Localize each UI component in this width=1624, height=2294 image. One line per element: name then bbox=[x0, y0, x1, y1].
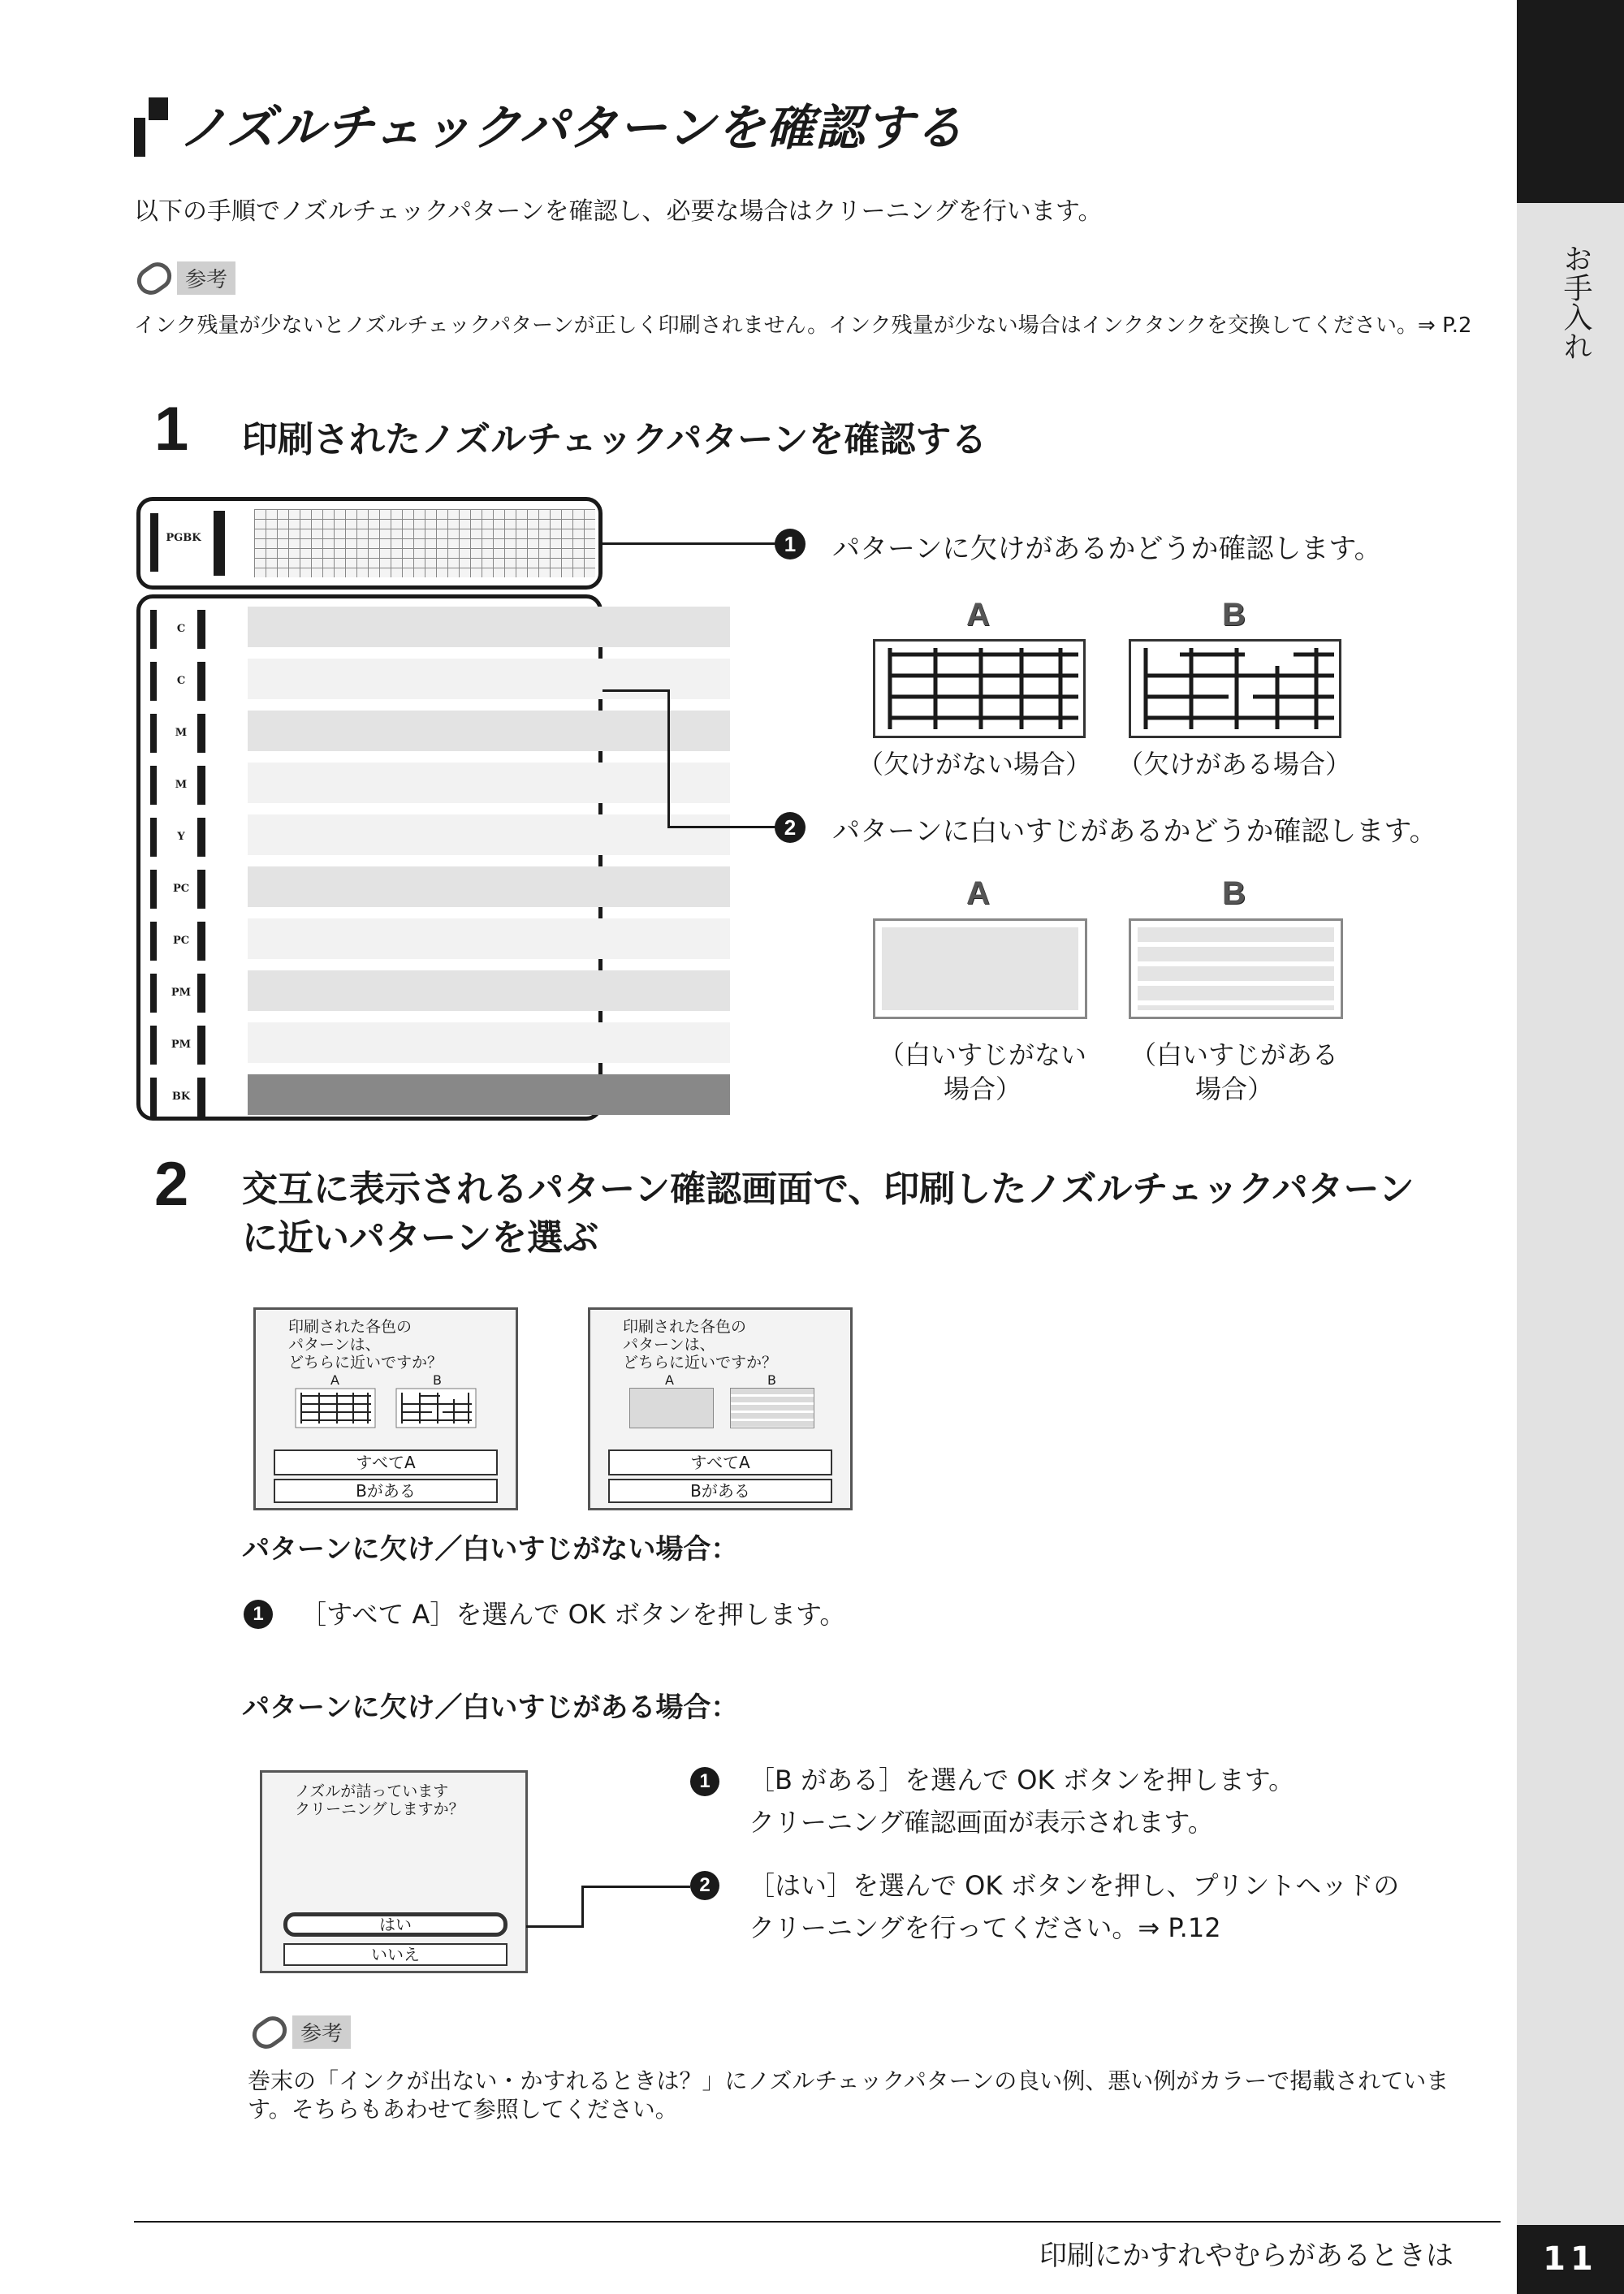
step-title: 印刷されたノズルチェックパターンを確認する bbox=[242, 419, 987, 460]
row-color-band bbox=[248, 1074, 730, 1115]
no-defect-heading: パターンに欠け／白いすじがない場合： bbox=[242, 1533, 739, 1566]
row-label: M bbox=[175, 727, 188, 739]
caption-no-gaps: （欠けがない場合） bbox=[857, 749, 1091, 780]
footer-section-title: 印刷にかすれやむらがあるときは bbox=[1039, 2240, 1453, 2272]
row-marker bbox=[150, 1026, 157, 1065]
page-number: 11 bbox=[1517, 2225, 1624, 2294]
footer-rule bbox=[134, 2221, 1501, 2223]
row-label: Y bbox=[177, 831, 185, 843]
number-badge: 1 bbox=[690, 1767, 719, 1796]
reference-note: 巻末の「インクが出ない・かすれるときは？」にノズルチェックパターンの良い例、悪い例がカラーで掲載されています。そちらもあわせて参照してください。 bbox=[248, 2067, 1449, 2123]
instruction-line: クリーニングを行ってください。⇒ P.12 bbox=[749, 1912, 1221, 1943]
b-exists-button[interactable]: Bがある bbox=[608, 1479, 832, 1503]
row-color-band bbox=[248, 866, 730, 907]
lcd-label-a: A bbox=[330, 1372, 339, 1388]
row-label: PM bbox=[171, 987, 192, 999]
check-item-text: パターンに欠けがあるかどうか確認します。 bbox=[832, 533, 1382, 565]
pgbk-label: PGBK bbox=[166, 532, 201, 544]
lcd-line: パターンは、 bbox=[623, 1336, 715, 1354]
lcd-sample-a bbox=[295, 1388, 376, 1428]
defect-heading: パターンに欠け／白いすじがある場合： bbox=[242, 1691, 739, 1724]
yes-button[interactable]: はい bbox=[283, 1912, 508, 1937]
step-number: 2 bbox=[154, 1150, 189, 1219]
row-color-band bbox=[248, 970, 730, 1011]
label-a: A bbox=[966, 875, 990, 911]
row-color-band bbox=[248, 814, 730, 855]
number-badge: 1 bbox=[775, 529, 806, 559]
paperclip-icon bbox=[247, 2011, 292, 2054]
row-color-band bbox=[248, 1022, 730, 1063]
caption-line: 場合） bbox=[1194, 1074, 1273, 1104]
caption-line: （白いすじがある bbox=[1129, 1039, 1338, 1070]
connector-line bbox=[526, 1925, 583, 1928]
lcd-screen-streak-check bbox=[588, 1307, 853, 1510]
lcd-sample-a bbox=[629, 1388, 714, 1428]
connector-line bbox=[603, 542, 780, 545]
label-b: B bbox=[1222, 597, 1246, 633]
lcd-line: 印刷された各色の bbox=[623, 1318, 747, 1336]
lcd-line: ノズルが詰っています bbox=[295, 1782, 449, 1800]
row-label: C bbox=[176, 623, 186, 635]
row-marker bbox=[150, 870, 157, 909]
step-number: 1 bbox=[154, 395, 189, 464]
row-color-band bbox=[248, 711, 730, 751]
title-marker-accent bbox=[149, 97, 168, 120]
row-color-band bbox=[248, 607, 730, 647]
row-label: PM bbox=[171, 1039, 192, 1051]
number-badge: 2 bbox=[775, 812, 806, 843]
row-marker bbox=[150, 714, 157, 753]
row-color-band bbox=[248, 918, 730, 959]
sample-with-streaks bbox=[1129, 918, 1343, 1019]
row-label: PC bbox=[172, 935, 190, 947]
b-exists-button[interactable]: Bがある bbox=[274, 1479, 498, 1503]
instruction-line: クリーニング確認画面が表示されます。 bbox=[749, 1807, 1214, 1838]
title-marker bbox=[134, 118, 145, 157]
intro-text: 以下の手順でノズルチェックパターンを確認し、必要な場合はクリーニングを行います。 bbox=[134, 197, 1103, 226]
row-marker bbox=[150, 610, 157, 649]
connector-line bbox=[667, 689, 670, 827]
row-label: C bbox=[176, 675, 186, 687]
connector-line bbox=[581, 1886, 584, 1928]
paperclip-icon bbox=[132, 257, 177, 300]
check-item-text: パターンに白いすじがあるかどうか確認します。 bbox=[832, 815, 1437, 848]
pgbk-grid-pattern bbox=[254, 509, 595, 577]
no-button[interactable]: いいえ bbox=[283, 1943, 508, 1966]
lcd-screen-gap-check bbox=[253, 1307, 518, 1510]
sample-no-gaps bbox=[873, 639, 1086, 738]
lcd-label-a: A bbox=[665, 1372, 674, 1388]
step-title bbox=[242, 1165, 1509, 1263]
row-marker bbox=[150, 818, 157, 857]
lcd-line: 印刷された各色の bbox=[288, 1318, 412, 1336]
label-b: B bbox=[1222, 875, 1246, 911]
lcd-line: どちらに近いですか？ bbox=[623, 1354, 778, 1372]
caption-line: （白いすじがない bbox=[878, 1039, 1086, 1070]
caption-with-gaps: （欠けがある場合） bbox=[1116, 749, 1351, 780]
reference-badge bbox=[136, 261, 235, 294]
label-a: A bbox=[966, 597, 990, 633]
connector-line bbox=[667, 826, 780, 828]
connector-line bbox=[581, 1886, 690, 1888]
caption-no-streaks bbox=[865, 1038, 1100, 1106]
row-marker bbox=[150, 662, 157, 701]
connector-line bbox=[603, 689, 669, 692]
row-marker bbox=[150, 766, 157, 805]
caption-line: 場合） bbox=[943, 1074, 1021, 1104]
all-a-button[interactable]: すべてA bbox=[608, 1449, 832, 1475]
step-title-line: に近いパターンを選ぶ bbox=[242, 1217, 599, 1259]
number-badge: 2 bbox=[690, 1871, 719, 1900]
reference-note: インク残量が少ないとノズルチェックパターンが正しく印刷されません。インク残量が少ない場合はインクタンクを交換してください。⇒ P.2 bbox=[134, 313, 1472, 338]
reference-badge bbox=[252, 2015, 351, 2048]
color-pattern-box bbox=[136, 594, 603, 1121]
lcd-screen-cleaning bbox=[260, 1770, 528, 1973]
sample-with-gaps bbox=[1129, 639, 1341, 738]
side-tab-label: お手入れ bbox=[1559, 244, 1592, 361]
lcd-label-b: B bbox=[767, 1372, 776, 1388]
row-marker bbox=[150, 922, 157, 961]
pgbk-pattern-box bbox=[136, 497, 603, 590]
row-label: M bbox=[175, 779, 188, 791]
reference-label: 参考 bbox=[177, 261, 235, 295]
defect-instruction-2 bbox=[749, 1864, 1399, 1949]
row-label: PC bbox=[172, 883, 190, 895]
caption-with-streaks bbox=[1116, 1038, 1352, 1106]
lcd-line: どちらに近いですか？ bbox=[288, 1354, 443, 1372]
row-label: BK bbox=[171, 1091, 191, 1103]
lcd-sample-b bbox=[395, 1388, 477, 1428]
page-title: ノズルチェックパターンを確認する bbox=[179, 100, 964, 157]
instruction-line: ［B がある］を選んで OK ボタンを押します。 bbox=[749, 1765, 1295, 1795]
all-a-button[interactable]: すべてA bbox=[274, 1449, 498, 1475]
lcd-label-b: B bbox=[433, 1372, 442, 1388]
number-badge: 1 bbox=[244, 1600, 273, 1629]
side-tab-marker bbox=[1517, 0, 1624, 203]
row-color-band bbox=[248, 763, 730, 803]
reference-label: 参考 bbox=[292, 2015, 351, 2049]
lcd-line: パターンは、 bbox=[288, 1336, 381, 1354]
step-title-line: 交互に表示されるパターン確認画面で、印刷したノズルチェックパターン bbox=[242, 1169, 1415, 1210]
row-marker bbox=[150, 1078, 157, 1117]
row-marker bbox=[150, 974, 157, 1013]
instruction-line: ［はい］を選んで OK ボタンを押し、プリントヘッドの bbox=[749, 1870, 1400, 1901]
row-color-band bbox=[248, 659, 730, 699]
lcd-line: クリーニングしますか？ bbox=[295, 1800, 464, 1818]
lcd-sample-b bbox=[730, 1388, 814, 1428]
no-defect-instruction: ［すべて A］を選んで OK ボタンを押します。 bbox=[300, 1599, 846, 1630]
defect-instruction-1 bbox=[749, 1759, 1294, 1843]
sample-no-streaks bbox=[873, 918, 1087, 1019]
